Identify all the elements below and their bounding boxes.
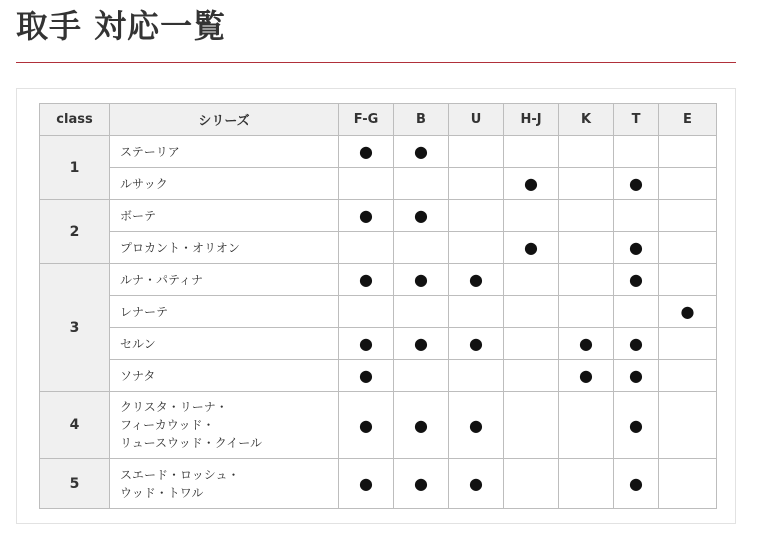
mark-cell: ● [339,328,394,360]
header-hj: H-J [504,104,559,136]
series-name: セルン [120,336,156,351]
mark-cell [394,360,449,392]
mark-cell: ● [614,264,659,296]
series-cell [110,232,339,264]
mark-cell: ● [339,459,394,509]
class-cell: 1 [40,136,110,200]
table-row [40,392,717,459]
mark-cell [659,328,717,360]
table-row [40,200,717,232]
mark-cell [449,136,504,168]
mark-cell: ● [559,328,614,360]
series-name: スエード・ロッシュ・ [120,467,240,482]
header-t: T [614,104,659,136]
header-u: U [449,104,504,136]
series-cell [110,296,339,328]
mark-cell [504,136,559,168]
mark-cell [559,200,614,232]
table-row [40,328,717,360]
table-header-row [40,104,717,136]
title-divider [16,62,736,63]
series-name: レナーテ [120,304,169,319]
mark-cell [504,264,559,296]
mark-cell: ● [394,136,449,168]
mark-cell [394,168,449,200]
mark-cell [504,296,559,328]
class-cell: 2 [40,200,110,264]
mark-cell [614,200,659,232]
header-fg: F-G [339,104,394,136]
mark-cell: ● [394,328,449,360]
table-row [40,168,717,200]
mark-cell [339,232,394,264]
mark-cell: ● [614,232,659,264]
mark-cell [559,296,614,328]
class-cell: 4 [40,392,110,459]
mark-cell: ● [614,168,659,200]
table-row [40,360,717,392]
series-name: ウッド・トワル [120,485,204,500]
mark-cell: ● [394,459,449,509]
mark-cell [559,136,614,168]
series-cell [110,392,339,459]
series-cell [110,360,339,392]
series-name: ソナタ [120,368,156,383]
class-cell: 5 [40,459,110,509]
table-row [40,459,717,509]
mark-cell [449,168,504,200]
mark-cell [504,360,559,392]
mark-cell [559,264,614,296]
mark-cell: ● [504,168,559,200]
series-cell [110,200,339,232]
header-series: シリーズ [110,104,339,136]
table-row [40,296,717,328]
mark-cell [449,232,504,264]
mark-cell: ● [559,360,614,392]
mark-cell [504,459,559,509]
handle-compatibility-table [39,103,717,509]
mark-cell: ● [614,392,659,459]
header-class: class [40,104,110,136]
mark-cell [449,200,504,232]
mark-cell [394,232,449,264]
mark-cell: ● [449,392,504,459]
series-cell [110,328,339,360]
series-name: ステーリア [120,144,180,159]
mark-cell [339,296,394,328]
mark-cell: ● [449,459,504,509]
series-name: プロカント・オリオン [120,240,240,255]
mark-cell [659,392,717,459]
series-cell [110,168,339,200]
mark-cell [504,328,559,360]
mark-cell [394,296,449,328]
mark-cell [559,392,614,459]
mark-cell: ● [614,360,659,392]
series-name: ボーテ [120,208,157,223]
mark-cell: ● [659,296,717,328]
series-name: クリスタ・リーナ・ [120,400,228,414]
mark-cell [659,136,717,168]
mark-cell: ● [339,136,394,168]
mark-cell [449,296,504,328]
series-cell [110,459,339,509]
mark-cell: ● [339,392,394,459]
mark-cell [339,168,394,200]
table-row [40,264,717,296]
class-cell: 3 [40,264,110,392]
mark-cell [659,168,717,200]
mark-cell [614,296,659,328]
mark-cell: ● [339,360,394,392]
mark-cell [559,459,614,509]
series-cell [110,264,339,296]
mark-cell: ● [504,232,559,264]
mark-cell: ● [614,328,659,360]
mark-cell [659,459,717,509]
mark-cell [504,392,559,459]
mark-cell [559,232,614,264]
mark-cell [614,136,659,168]
series-name: リュースウッド・クイール [120,436,262,450]
series-cell [110,136,339,168]
mark-cell: ● [339,200,394,232]
table-container [16,88,736,524]
header-k: K [559,104,614,136]
mark-cell: ● [394,392,449,459]
header-b: B [394,104,449,136]
mark-cell [659,264,717,296]
mark-cell [449,360,504,392]
series-name: ルナ・パティナ [120,272,204,287]
mark-cell: ● [394,264,449,296]
table-row [40,232,717,264]
mark-cell [559,168,614,200]
series-name: ルサック [120,176,168,191]
header-e: E [659,104,717,136]
table-row [40,136,717,168]
mark-cell: ● [614,459,659,509]
series-name: フィーカウッド・ [120,418,215,432]
mark-cell [659,360,717,392]
mark-cell [504,200,559,232]
mark-cell [659,200,717,232]
mark-cell: ● [449,328,504,360]
mark-cell: ● [394,200,449,232]
page-title: 取手 対応一覧 [16,7,227,45]
mark-cell: ● [339,264,394,296]
mark-cell [659,232,717,264]
mark-cell: ● [449,264,504,296]
